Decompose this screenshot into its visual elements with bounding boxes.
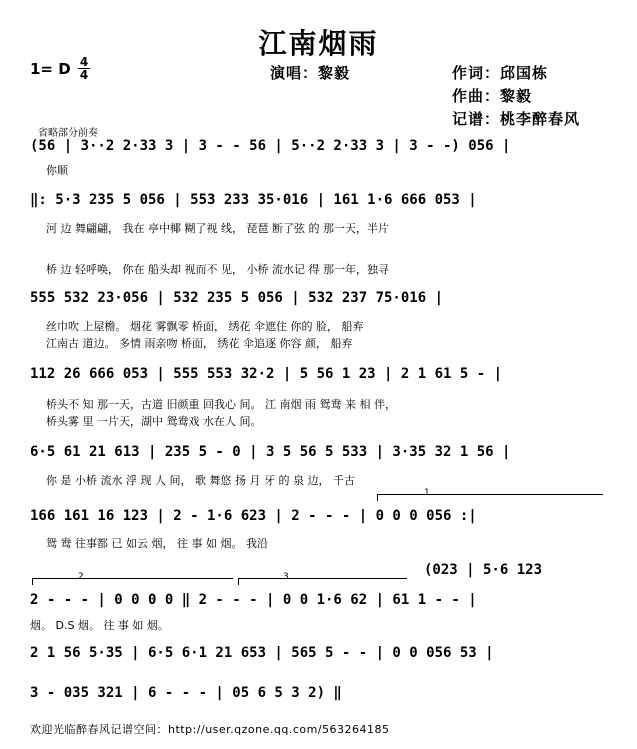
page-title: 江南烟雨 — [258, 27, 379, 60]
lyric-row-6: 鸳 鸯 往事都 已 如云 烟， 往 事 如 烟。 我沿 — [46, 537, 268, 550]
score-row-4: 112 26 666 053 | 555 553 32·2 | 5 56 1 23 | 2 1 61 5 - | — [30, 366, 503, 382]
lyric-row-3a: 丝巾吹 上屋檐。 烟花 雾飘零 桥面， 绣花 伞遮住 你的 脸， 船弃 — [46, 320, 364, 333]
score-row-6: 166 161 16 123 | 2 - 1·6 623 | 2 - - - | 0 0 0 056 :| — [30, 508, 477, 524]
volta-label-3: 3 — [283, 572, 289, 582]
lyric-row-3b: 江南古 道边。 多情 雨亲吻 桥面， 绣花 伞追逐 你容 颜， 船弃 — [46, 337, 353, 350]
composer-credit: 作曲：黎毅 — [452, 87, 533, 105]
score-row-7: 2 - - - | 0 0 0 0 ‖ 2 - - - | 0 0 1·6 62 | 61 1 - - | — [30, 592, 477, 608]
score-row-9: 3 - 035 321 | 6 - - - | 05 6 5 3 2) ‖ — [30, 685, 342, 701]
volta-bracket-2 — [32, 578, 233, 585]
volta-label-2: 2 — [78, 572, 84, 582]
score-row-1: (56 | 3··2 2·33 3 | 3 - - 56 | 5··2 2·33 3 | 3 - -) 056 | — [30, 138, 511, 154]
key-signature: 1= D — [30, 60, 71, 78]
lyric-row-5: 你 是 小桥 流水 浮 现 人 间， 歌 舞悠 扬 月 牙 的 泉 边， 千古 — [46, 474, 355, 487]
lyric-row-4b: 桥头雾 里 一片天，湖中 鸳鸯戏 水在人 间。 — [46, 415, 262, 428]
lyric-row-1: 你顺 — [46, 164, 68, 177]
singer-credit: 演唱：黎毅 — [270, 64, 351, 82]
score-row-2: ‖: 5·3 235 5 056 | 553 233 35·016 | 161 1·6 666 053 | — [30, 192, 477, 208]
prefix-notes: (023 | 5·6 123 — [424, 562, 543, 578]
score-row-3: 555 532 23·056 | 532 235 5 056 | 532 237 75·016 | — [30, 290, 444, 306]
volta-label-1: 1 — [424, 488, 430, 498]
lyric-row-7: 烟。 D.S 烟。 往 事 如 烟。 — [30, 619, 169, 632]
lyric-row-2b: 桥 边 轻呼唤， 你在 船头却 视而不 见， 小桥 流水记 得 那一年，独寻 — [46, 263, 389, 276]
lyric-row-2a: 河 边 舞翩翩， 我在 亭中椰 糊了视 线， 琵琶 断了弦 的 那一天，半片 — [46, 222, 389, 235]
time-signature-top: 4 — [79, 55, 89, 69]
transcriber-credit: 记谱：桃李醉春风 — [452, 110, 581, 128]
footer-credit: 欢迎光临醉春风记谱空间：http://user.qzone.qq.com/563264185 — [30, 723, 390, 736]
volta-bracket-1 — [377, 494, 603, 501]
score-row-5: 6·5 61 21 613 | 235 5 - 0 | 3 5 56 5 533 | 3·35 32 1 56 | — [30, 444, 511, 460]
lyric-row-4a: 桥头不 知 那一天，古道 旧颜重 回我心 间。 江 南烟 雨 鸳鸯 来 相 伴， — [46, 398, 396, 411]
lyricist-credit: 作词：邱国栋 — [452, 64, 549, 82]
time-signature-bottom: 4 — [79, 68, 89, 82]
score-row-8: 2 1 56 5·35 | 6·5 6·1 21 653 | 565 5 - - | 0 0 056 53 | — [30, 645, 494, 661]
volta-bracket-3 — [238, 578, 407, 585]
time-signature — [78, 56, 90, 81]
prelude-note: 省略部分前奏 — [38, 128, 98, 139]
